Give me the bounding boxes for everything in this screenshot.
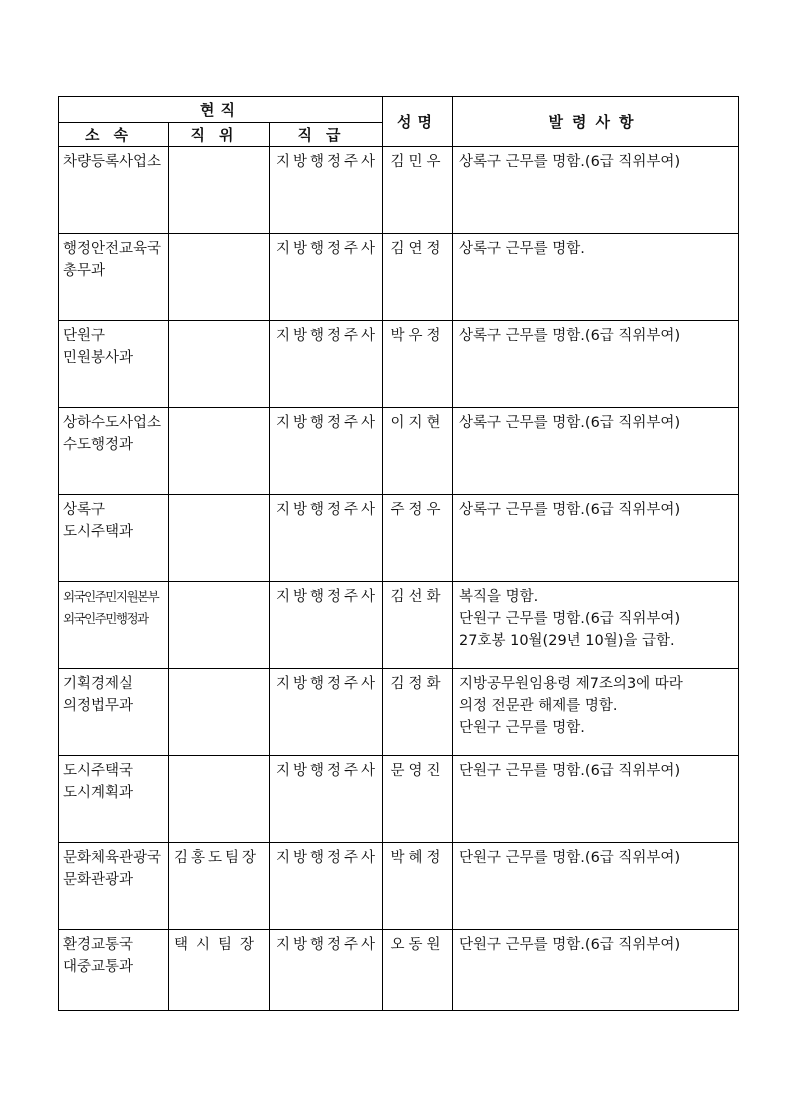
position-cell: [169, 321, 270, 408]
dept-cell: [59, 408, 169, 495]
personnel-order-document: [58, 96, 738, 1026]
dept-line: 외국인주민지원본부: [63, 589, 159, 604]
grade-cell: 지방행정주사: [270, 321, 383, 408]
position-cell: [169, 582, 270, 669]
dept-line: 차량등록사업소: [63, 154, 162, 170]
action-line: 상록구 근무를 명함.(6급 직위부여): [459, 154, 681, 170]
action-line: 단원구 근무를 명함.(6급 직위부여): [459, 611, 681, 627]
action-cell: [453, 321, 739, 408]
action-line: 지방공무원임용령 제7조의3에 따라: [459, 676, 683, 692]
dept-cell: [59, 843, 169, 930]
action-cell: [453, 408, 739, 495]
table-row: [59, 147, 739, 234]
dept-cell: [59, 495, 169, 582]
name-cell: 김선화: [383, 582, 453, 669]
dept-line: 외국인주민행정과: [63, 611, 148, 626]
table-row: [59, 930, 739, 1011]
dept-cell: [59, 669, 169, 756]
dept-cell: [59, 147, 169, 234]
table-row: [59, 582, 739, 669]
position-cell: [169, 756, 270, 843]
table-row: [59, 843, 739, 930]
action-cell: [453, 582, 739, 669]
dept-line: 총무과: [63, 263, 106, 279]
action-cell: [453, 756, 739, 843]
dept-line: 대중교통과: [63, 959, 134, 975]
action-line: 상록구 근무를 명함.(6급 직위부여): [459, 502, 681, 518]
name-cell: 오동원: [383, 930, 453, 1011]
name-cell: 주정우: [383, 495, 453, 582]
header-name: 성명: [383, 97, 453, 147]
action-line: 단원구 근무를 명함.(6급 직위부여): [459, 937, 681, 953]
name-cell: 문영진: [383, 756, 453, 843]
dept-line: 단원구: [63, 328, 106, 344]
dept-cell: [59, 234, 169, 321]
position-cell: [169, 930, 270, 1011]
dept-cell: [59, 930, 169, 1011]
dept-cell: [59, 756, 169, 843]
grade-cell: 지방행정주사: [270, 582, 383, 669]
grade-cell: 지방행정주사: [270, 669, 383, 756]
action-cell: [453, 234, 739, 321]
action-line: 단원구 근무를 명함.(6급 직위부여): [459, 850, 681, 866]
dept-line: 수도행정과: [63, 437, 134, 453]
header-action: 발령사항: [453, 97, 739, 147]
dept-line: 문화체육관광국: [63, 850, 162, 866]
grade-cell: 지방행정주사: [270, 147, 383, 234]
header-position: 직위: [169, 123, 270, 147]
grade-cell: 지방행정주사: [270, 843, 383, 930]
dept-line: 상록구: [63, 502, 106, 518]
position-cell: [169, 147, 270, 234]
dept-line: 민원봉사과: [63, 350, 134, 366]
action-cell: [453, 495, 739, 582]
name-cell: 김정화: [383, 669, 453, 756]
action-line: 복직을 명함.: [459, 589, 539, 605]
action-cell: [453, 669, 739, 756]
name-cell: 김민우: [383, 147, 453, 234]
position-cell: [169, 234, 270, 321]
name-cell: 박우정: [383, 321, 453, 408]
position-cell: [169, 843, 270, 930]
personnel-table: [58, 96, 739, 1011]
dept-line: 행정안전교육국: [63, 241, 162, 257]
action-line: 의정 전문관 해제를 명함.: [459, 698, 618, 714]
action-line: 상록구 근무를 명함.: [459, 241, 585, 257]
grade-cell: 지방행정주사: [270, 495, 383, 582]
action-cell: [453, 147, 739, 234]
table-row: [59, 669, 739, 756]
header-dept: 소속: [59, 123, 169, 147]
name-cell: 김연정: [383, 234, 453, 321]
grade-cell: 지방행정주사: [270, 930, 383, 1011]
table-row: [59, 756, 739, 843]
action-line: 상록구 근무를 명함.(6급 직위부여): [459, 328, 681, 344]
dept-line: 의정법무과: [63, 698, 134, 714]
table-row: [59, 495, 739, 582]
name-cell: 이지현: [383, 408, 453, 495]
name-cell: 박혜정: [383, 843, 453, 930]
table-row: [59, 408, 739, 495]
dept-cell: [59, 321, 169, 408]
header-current: 현직: [59, 97, 383, 123]
table-row: [59, 234, 739, 321]
dept-line: 기획경제실: [63, 676, 134, 692]
dept-line: 도시주택국: [63, 763, 134, 779]
position-cell: [169, 669, 270, 756]
dept-line: 도시계획과: [63, 785, 134, 801]
position-cell: [169, 495, 270, 582]
action-cell: [453, 843, 739, 930]
grade-cell: 지방행정주사: [270, 234, 383, 321]
table-row: [59, 321, 739, 408]
header-grade: 직급: [270, 123, 383, 147]
action-cell: [453, 930, 739, 1011]
dept-line: 환경교통국: [63, 937, 134, 953]
action-line: 27호봉 10월(29년 10월)을 급함.: [459, 633, 675, 649]
dept-line: 도시주택과: [63, 524, 134, 540]
action-line: 상록구 근무를 명함.(6급 직위부여): [459, 415, 681, 431]
dept-line: 상하수도사업소: [63, 415, 162, 431]
dept-cell: [59, 582, 169, 669]
action-line: 단원구 근무를 명함.: [459, 720, 585, 736]
position-text: 택시팀장: [174, 937, 263, 953]
position-text: 김홍도팀장: [174, 850, 260, 866]
grade-cell: 지방행정주사: [270, 756, 383, 843]
grade-cell: 지방행정주사: [270, 408, 383, 495]
action-line: 단원구 근무를 명함.(6급 직위부여): [459, 763, 681, 779]
position-cell: [169, 408, 270, 495]
dept-line: 문화관광과: [63, 872, 134, 888]
